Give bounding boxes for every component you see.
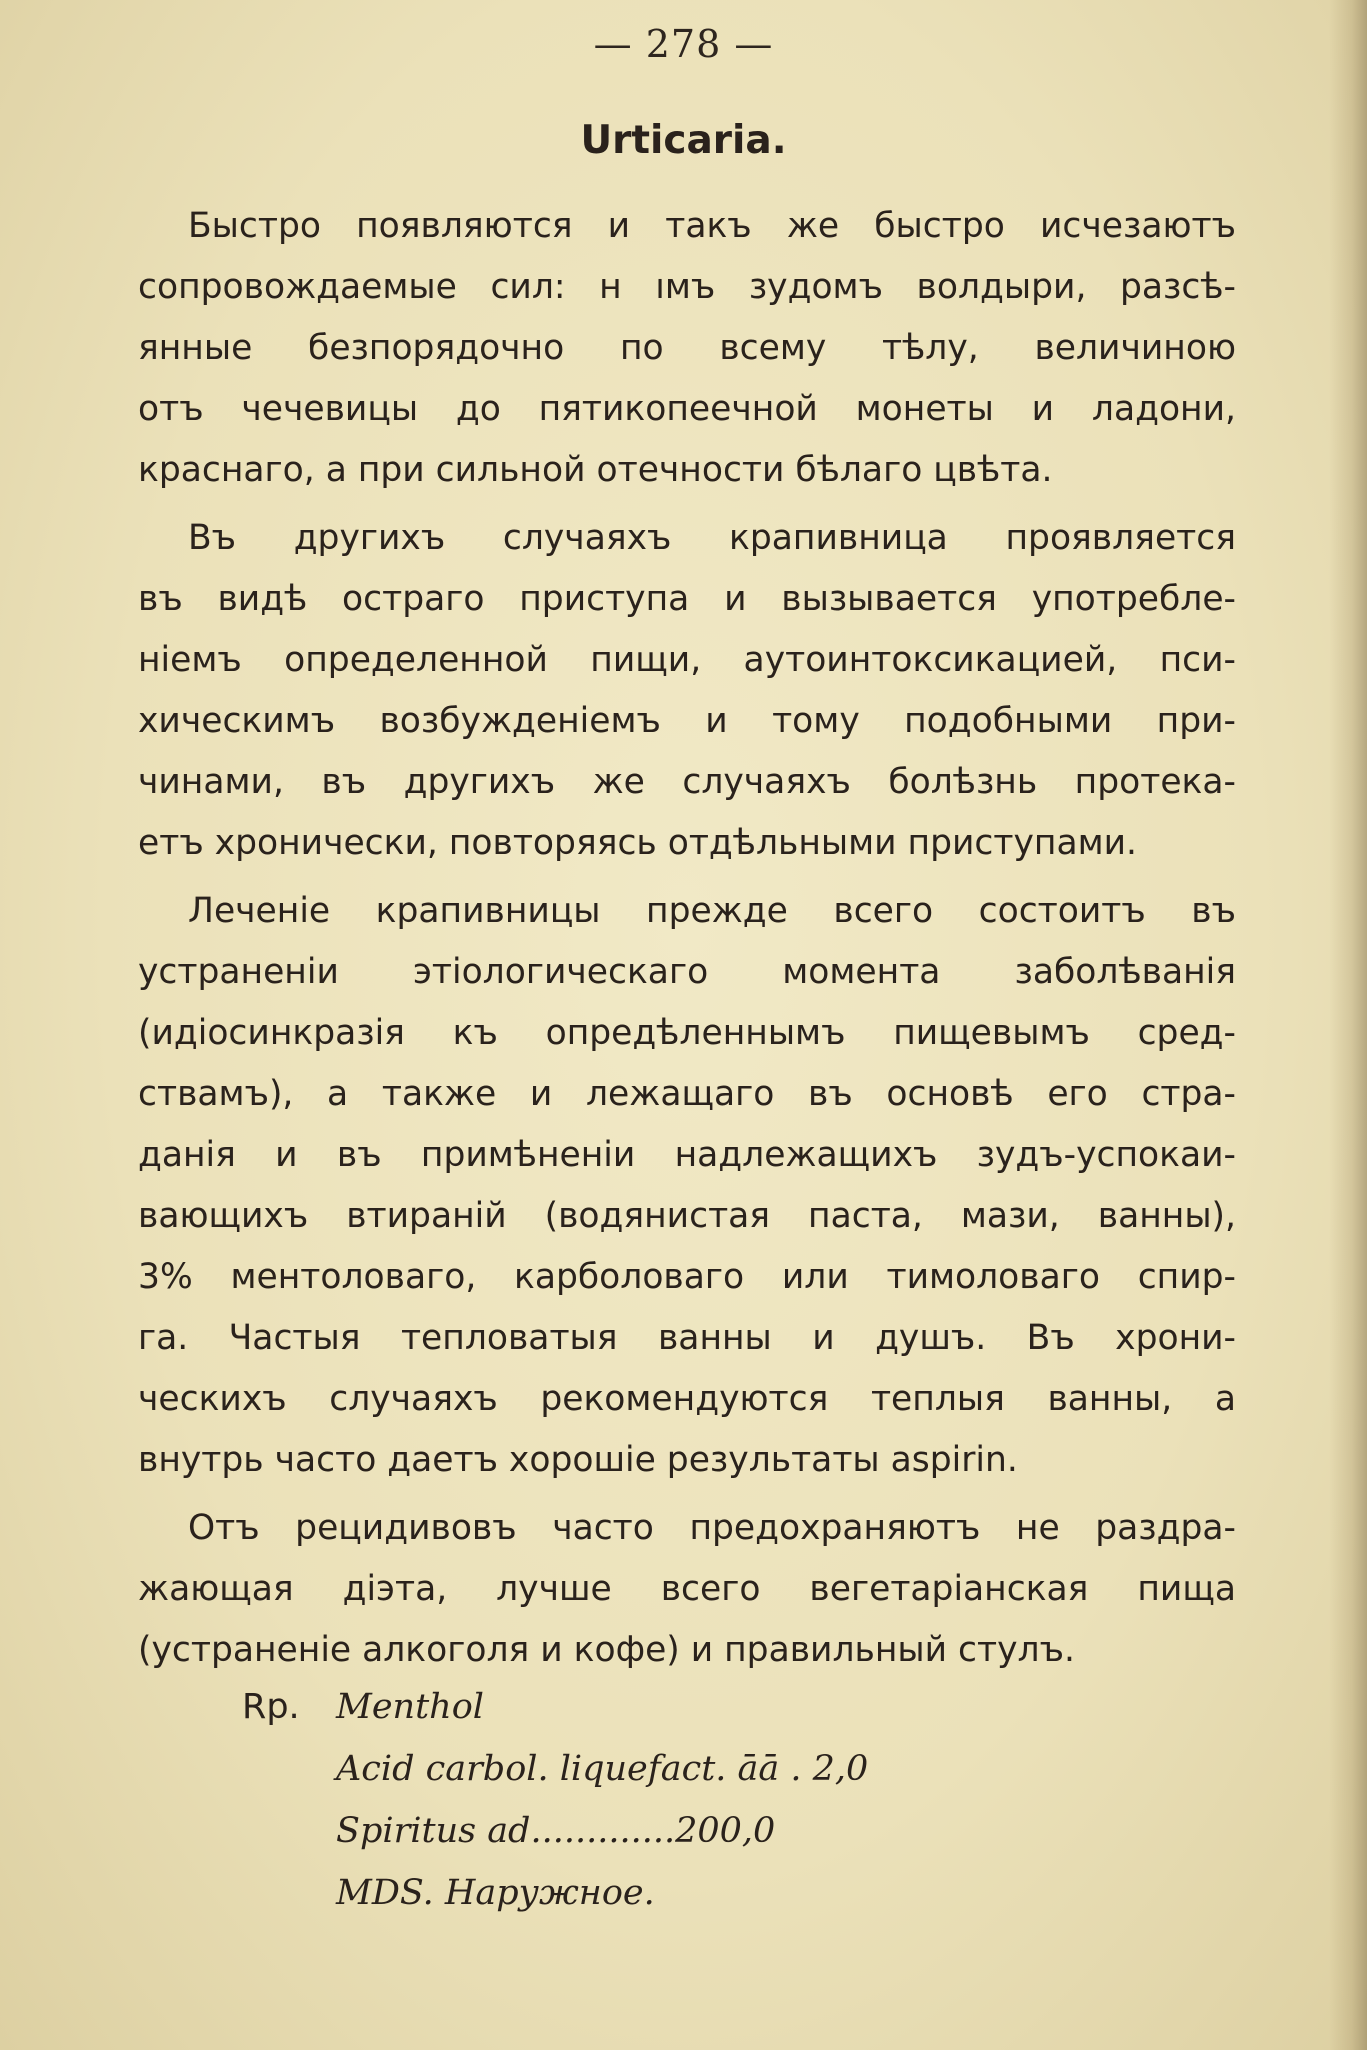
text-line: ствамъ), а также и лежащаго въ основѣ его стра- [138,1074,1236,1114]
section-title: Urticaria. [580,118,787,163]
prescription-line [242,1800,1142,1862]
text-line: краснаго, а при сильной отечности бѣлаго цвѣта. [138,450,1053,490]
text-line: (устраненіе алкоголя и кофе) и правильный стулъ. [138,1630,1075,1670]
ingredient-acid-carbol: Acid carbol. liquefact. [336,1749,727,1789]
prescription [242,1676,1142,1924]
ingredient-menthol: Menthol [336,1687,484,1727]
dot-leader: ............. [530,1811,676,1851]
prescription-line [242,1676,1142,1738]
text-line: данія и въ примѣненіи надлежащихъ зудъ-успокаи- [138,1135,1236,1175]
text-line: отъ чечевицы до пятикопеечной монеты и ладони, [138,389,1236,429]
text-line: хическимъ возбужденіемъ и тому подобными при- [138,701,1236,741]
signature-instruction: MDS. Наружное. [336,1873,655,1913]
text-line: вающихъ втираній (водянистая паста, мази, ванны), [138,1196,1236,1236]
text-line: внутрь часто даетъ хорошіе результаты aspirin. [138,1440,1018,1480]
text-line: въ видѣ остраго приступа и вызывается употребле- [138,579,1236,619]
body-text [138,196,1236,1681]
text-line: 3% ментоловаго, карболоваго или тимоловаго спир- [138,1257,1236,1297]
text-line: жающая діэта, лучше всего вегетаріанская пища [138,1569,1236,1609]
ingredient-dose: āā . 2,0 [737,1749,869,1789]
text-line: янные безпорядочно по всему тѣлу, величиною [138,328,1236,368]
ingredient-dose: 200,0 [675,1811,776,1851]
text-line: Отъ рецидивовъ часто предохраняютъ не раздра- [188,1508,1236,1548]
page-number: — 278 — [593,22,774,66]
text-line: устраненіи этіологическаго момента заболѣванія [138,952,1236,992]
text-line: сопровождаемые сил: н ıмъ зудомъ волдыри, разсѣ- [138,267,1236,307]
text-line: га. Частыя тепловатыя ванны и душъ. Въ хрони- [138,1318,1236,1358]
text-line: Быстро появляются и такъ же быстро исчезаютъ [188,206,1236,246]
text-line: (идіосинкразія къ опредѣленнымъ пищевымъ сред- [138,1013,1236,1053]
text-line: ческихъ случаяхъ рекомендуются теплыя ванны, а [138,1379,1236,1419]
rx-prefix: Rp. [242,1687,300,1727]
text-line: етъ хронически, повторяясь отдѣльными приступами. [138,823,1138,863]
ingredient-spiritus: Spiritus ad [336,1811,531,1851]
text-line: Леченіе крапивницы прежде всего состоитъ въ [188,891,1236,931]
prescription-line [242,1862,1142,1924]
text-line: ніемъ определенной пищи, аутоинтоксикацией, пси- [138,640,1236,680]
text-line: Въ другихъ случаяхъ крапивница проявляется [188,518,1236,558]
page-edge-shadow [1329,0,1367,2050]
prescription-line [242,1738,1142,1800]
text-line: чинами, въ другихъ же случаяхъ болѣзнь протека- [138,762,1236,802]
